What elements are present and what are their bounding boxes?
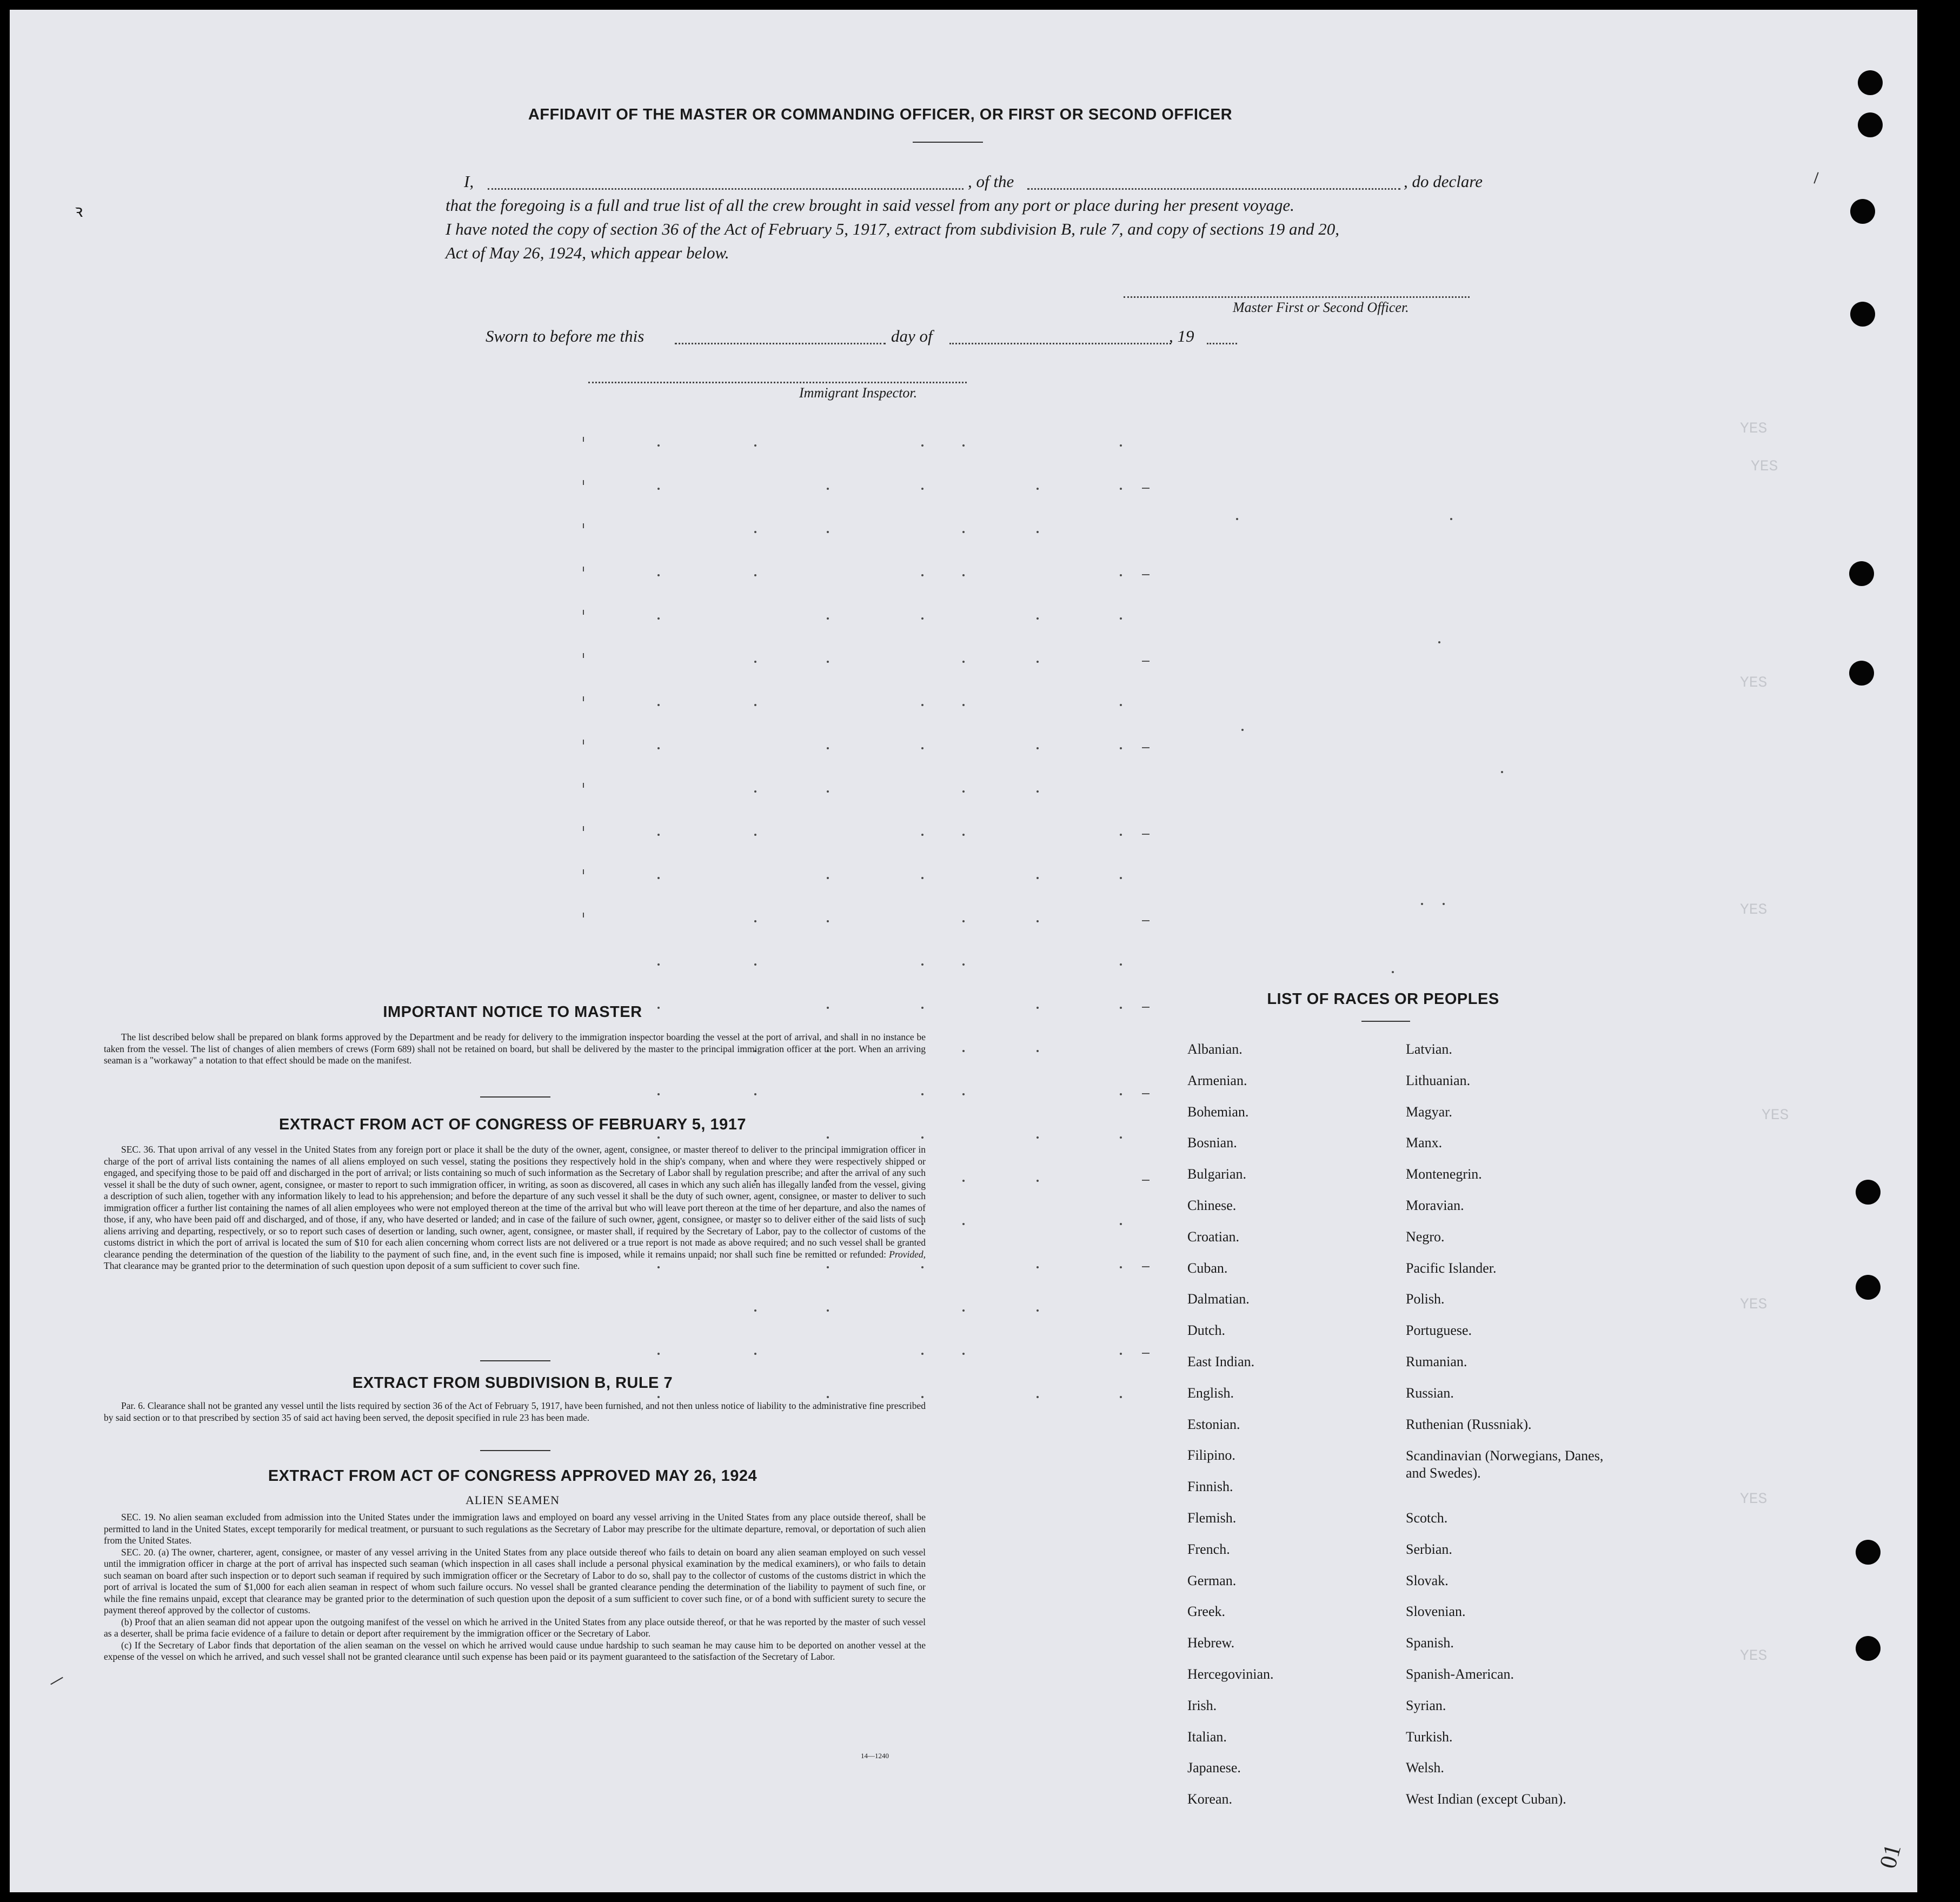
bleed-dot (1037, 488, 1039, 490)
race-item: Slovak. (1406, 1572, 1449, 1588)
races-divider (1361, 1021, 1410, 1022)
sworn-month-line[interactable] (949, 343, 1171, 344)
race-item: Chinese. (1187, 1198, 1237, 1213)
bleed-dot (827, 488, 829, 490)
bleed-tick (583, 523, 584, 528)
affidavit-of-the: , of the (968, 172, 1014, 191)
race-item: Polish. (1406, 1291, 1445, 1307)
sworn-text: Sworn to before me this (486, 327, 645, 345)
race-item: Scandinavian (Norwegians, Danes, and Swedes). (1406, 1448, 1604, 1481)
bleed-tick (583, 696, 584, 701)
year-text: , 19 (1169, 327, 1194, 345)
bleed-dot (827, 920, 829, 922)
bleed-dot (1120, 1353, 1122, 1355)
bleed-dot (754, 661, 756, 663)
race-item: Bosnian. (1187, 1135, 1237, 1151)
bleed-dash (1142, 574, 1150, 575)
bleed-tick (583, 783, 584, 788)
bleed-dash (1142, 1180, 1150, 1181)
bleed-dot (1037, 920, 1039, 922)
bleed-dot (962, 1353, 965, 1355)
rule7-divider (480, 1450, 550, 1451)
race-item: Spanish. (1406, 1635, 1454, 1651)
race-item: Pacific Islander. (1406, 1260, 1497, 1276)
extract-1924-title: EXTRACT FROM ACT OF CONGRESS APPROVED MAY 26, 1924 (268, 1467, 758, 1485)
bleed-dot (754, 790, 756, 793)
bleed-dot (827, 790, 829, 793)
race-item: Italian. (1187, 1728, 1227, 1745)
margin-stroke (1813, 172, 1818, 183)
bleed-dot (657, 963, 660, 966)
document-page: YES YES YES YES YES YES YES YES AFFIDAVIT OF THE MASTER OR COMMANDING OFFICER, OR FIRST OR SECOND OFFICER I, , of the , do declare that the foregoing is a full and true list of all the crew brought in said vessel from any port or place during her present voyage. I have noted the copy of section 36 of the Act of February 5, 1917, extract from subdivision B, rule 7, and copy of sections 19 and 20, Act of May 26, 1924, which appear below. Master First or Second Officer. Sworn to before me this day of , 19 Immigrant Inspector. IMPORTANT NOTICE TO MASTER The list described below shall be prepared on blank forms approved by the Department and be ready for delivery to the immigration inspector boarding the vessel at the port of arrival, and shall in no instance be taken from the vessel. The list of changes of alien members of crews (Form 689) shall not be retained on board, but shall be delivered by the master to the principal immigration officer at the port. When an arriving seaman is a "workaway" a notation to that effect should be made on the manifest. EXTRACT FROM ACT OF CONGRESS OF FEBRUARY 5, 1917 SEC. 36. That upon arrival of any vessel in the United States from any foreign port or place it shall be the duty of the owner, agent, consignee, or master thereof to deliver to the principal immigration officer in charge of the port of arrival lists containing the names of all aliens employed on such vessel, stating the positions they respectively hold in the ship's company, when and where they were respectively shipped or engaged, and specifying those to be paid off and discharged in the port of arrival; or lists containing so much of such information as the Secretary of Labor shall by regulation prescribe; and after the arrival of any such vessel it shall be the duty of such owner, agent, consignee, or master to report to such immigration officer, in writing, as soon as discovered, all cases in which any such alien has illegally landed from the vessel, giving a description of such alien, together with any information likely to lead to his apprehension; and before the departure of any such vessel it shall be the duty of such owner, agent, consignee, or master to deliver to such immigration officer a further list containing the names of all alien employees who were not employed thereon at the time of the arrival but who will leave port thereon at the time of her departure, and also the names of those, if any, who have been paid off and discharged, and of those, if any, who have deserted or landed; and in case of the failure of such owner, agent, consignee, or master so to deliver either of the said lists of such aliens arriving and departing, respectively, or so to report such cases of desertion or landing, such owner, agent, consignee, or master shall, if required by the Secretary of Labor, pay to the collector of customs of the customs district in which the port of arrival is located the sum of $10 for each alien concerning whom correct lists are not delivered or a true report is not made as above required; and no such vessel shall be granted clearance pending the determination of the question of the liability to the payment of such fine, and, in the event such fine is imposed, while it remains unpaid; nor shall such fine be remitted or refunded: Provided, That clearance may be granted prior to the determination of such question upon deposit of a sum sufficient to cover such fine. EXTRACT FROM SUBDIVISION B, RULE 7 Par. 6. Clearance shall not be granted any vessel until the lists required by section 36 of the Act of February 5, 1917, have been furnished, and not then unless notice of liability to the administrative fine prescribed by said section or to that prescribed by section 35 of said act having been served, the deposit specified in rule 23 has been made. EXTRACT FROM ACT OF CONGRESS APPROVED MAY 26, 1924 ALIEN SEAMEN SEC. 19. No alien seaman excluded from admission into the United States under the immigration laws and employed on board any vessel arriving in the United States from any place outside thereof, shall be permitted to land in the United States, except temporarily for medical treatment, or pursuant to such regulations as the Secretary of Labor may prescribe for the ultimate departure, removal, or deportation of such alien from the United States. SEC. 20. (a) The owner, charterer, agent, consignee, or master of any vessel arriving in the United States from any place outside thereof who fails to detain on board any alien seaman employed on such vessel until the immigration officer in charge at the port of arrival has inspected such seaman (which inspection in all cases shall include a personal physical examination by the medical examiners), or who fails to detain such seaman on board after such inspection or to deport such seaman if required by such immigration officer or the Secretary of Labor to do so, shall pay to the collector of customs of the customs district in which the port of arrival is located the sum of $1,000 for each alien seaman in respect of whom such failure occurs. No vessel shall be granted clearance pending the determination of the liability to payment of such fine, or while the fine remains unpaid, except that clearance may be granted prior to the determination of such question upon the deposit of a sum sufficient to cover such fine, or of a bond with sufficient surety to secure the payment thereof approved by the collector of customs. (b) Proof that an alien seaman did not appear upon the outgoing manifest of the vessel on which he arrived in the United States from any place outside thereof, or that he was reported by the master of such vessel as a deserter, shall be prima facie evidence of a failure to detain or deport after requirement by the immigration officer or the Secretary of Labor. (c) If the Secretary of Labor finds that deportation of the alien seaman on the vessel on which he arrived would cause undue hardship to such seaman he may cause him to be deported on another vessel at the expense of the vessel on which he arrived, and such vessel shall not be granted clearance until such expense has been paid or its payment guaranteed to the satisfaction of the Secretary of Labor. 14—1240 LIST OF RACES OR PEOPLES Albanian. Armenian. Bohemian. Bosnian. Bulgarian. Chinese. Croatian. Cuban. Dalmatian. Dutch. East Indian. English. Estonian. Filipino. Finnish. Flemish. French. German. Greek. Hebrew. Hercegovinian. Irish. Italian. Japanese. Korean. Latvian. Lithuanian. Magyar. Manx. Montenegrin. Moravian. Negro. Pacific Islander. Polish. Portuguese. Rumanian. Russian. Ruthenian (Russniak). Scandinavian (Norwegians, Danes, and Swedes). Scotch. Serbian. Slovak. Slovenian. Spanish. Spanish-American. Syrian. Turkish. Welsh. West Indian (except Cuban). ꝛ 01 (10, 10, 1917, 1892)
bleed-dot (962, 704, 965, 706)
race-item: Armenian. (1187, 1072, 1247, 1088)
bleed-dot (962, 834, 965, 836)
bleed-dot (827, 617, 829, 620)
rule7-title: EXTRACT FROM SUBDIVISION B, RULE 7 (352, 1374, 673, 1392)
bleed-dot (657, 1353, 660, 1355)
bleed-dot (921, 747, 923, 749)
bleed-dot (827, 531, 829, 533)
notice-paragraph: The list described below shall be prepared on blank forms approved by the Department and be ready for delivery to the immigration inspector boarding the vessel at the port of arrival, and shall in no instance be taken from the vessel. The list of changes of alien members of crews (Form 689) shall not be retained on board, but shall be delivered by the master to the principal immigration officer at the port. When an arriving seaman is a "workaway" a notation to that effect should be made on the manifest. (104, 1032, 926, 1066)
bleed-dot (962, 444, 965, 447)
day-of-text: day of (891, 327, 933, 345)
bleed-dot (1120, 488, 1122, 490)
race-item: Dutch. (1187, 1322, 1226, 1339)
bleed-dot (1037, 1180, 1039, 1182)
race-item: Albanian. (1187, 1041, 1243, 1057)
bleed-dot (657, 1396, 660, 1398)
bleed-dot (827, 1396, 829, 1398)
bleed-dash (1142, 834, 1150, 835)
race-item: Hebrew. (1187, 1635, 1235, 1651)
notice-title: IMPORTANT NOTICE TO MASTER (383, 1003, 642, 1021)
race-item: Lithuanian. (1406, 1072, 1471, 1088)
race-item: Manx. (1406, 1135, 1443, 1151)
bleed-dot (962, 790, 965, 793)
bleed-dot (1120, 834, 1122, 836)
bleed-dot (754, 704, 756, 706)
bleed-dot (1120, 1007, 1122, 1009)
bleed-dot (754, 531, 756, 533)
race-item: Montenegrin. (1406, 1166, 1482, 1182)
bleed-dot (921, 1136, 923, 1139)
bleed-dot (657, 747, 660, 749)
bleed-dot (962, 661, 965, 663)
bleed-dot (754, 834, 756, 836)
bleed-tick (583, 567, 584, 571)
race-item: Slovenian. (1406, 1604, 1466, 1620)
bleed-dot (657, 1093, 660, 1095)
race-item: Serbian. (1406, 1541, 1452, 1557)
bleed-dot (1037, 661, 1039, 663)
bleed-tick (583, 913, 584, 917)
bleed-dash (1142, 661, 1150, 662)
bleed-dot (1438, 641, 1440, 643)
bleed-dot (754, 1353, 756, 1355)
race-item: Filipino. (1187, 1447, 1235, 1464)
bleed-dot (921, 617, 923, 620)
race-item: Moravian. (1406, 1198, 1464, 1213)
bleed-dot (962, 531, 965, 533)
bleed-tick (583, 437, 584, 442)
bleed-dash (1142, 1266, 1150, 1267)
bleed-dot (1421, 903, 1423, 905)
extract-1924-body (104, 1512, 926, 1663)
bleed-dot (827, 661, 829, 663)
bleed-dot (921, 444, 923, 447)
margin-mark: ꝛ (75, 201, 83, 221)
bleed-dot (1037, 1050, 1039, 1052)
bleed-dot (1120, 1396, 1122, 1398)
sec20c-paragraph: (c) If the Secretary of Labor finds that deportation of the alien seaman on the vessel on which he arrived would cause undue hardship to such seaman he may cause him to be deported on another vessel at the expense of the vessel on which he arrived, and such vessel shall not be granted clearance until such expense has been paid or its payment guaranteed to the satisfaction of the Secretary of Labor. (104, 1639, 926, 1662)
bleed-dot (1037, 1309, 1039, 1312)
bleed-dot (754, 1093, 756, 1095)
bleed-dot (827, 1136, 829, 1139)
bleed-dot (827, 1309, 829, 1312)
affidavit-i: I, (464, 172, 474, 191)
bleed-dot (657, 617, 660, 620)
bleed-dot (1120, 704, 1122, 706)
bleed-dot (1037, 1396, 1039, 1398)
bleed-dot (1120, 617, 1122, 620)
handwritten-number: 01 (1874, 1841, 1906, 1872)
affidavit-line-2: that the foregoing is a full and true list of all the crew brought in said vessel from any port or place during her present voyage. (446, 196, 1294, 215)
bleed-dot (921, 704, 923, 706)
sec20a-paragraph: SEC. 20. (a) The owner, charterer, agent, consignee, or master of any vessel arriving in the United States from any place outside thereof who fails to detain on board any alien seaman employed on such vessel until the immigration officer in charge at the port of arrival has inspected such seaman (which inspection in all cases shall include a personal physical examination by the medical examiners), or who fails to detain such seaman on board after such inspection or to deport such seaman if required by such immigration officer or the Secretary of Labor to do so, shall pay to the collector of customs of the customs district in which the port of arrival is located the sum of $1,000 for each alien seaman in respect of whom such failure occurs. No vessel shall be granted clearance pending the determination of the liability to payment of such fine, or while the fine remains unpaid, except that clearance may be granted prior to the determination of such question upon the deposit of a sum sufficient to cover such fine, or of a bond with sufficient surety to secure the payment thereof approved by the collector of customs. (104, 1546, 926, 1615)
bleed-dot (1392, 971, 1394, 973)
bleed-dot (921, 877, 923, 879)
bleed-dot (1037, 1266, 1039, 1268)
bleed-dot (1120, 877, 1122, 879)
bleed-dash (1142, 1007, 1150, 1008)
title-divider (913, 142, 983, 143)
race-item: Ruthenian (Russniak). (1406, 1416, 1532, 1432)
bleed-dot (1120, 1266, 1122, 1268)
bleed-tick (583, 740, 584, 744)
race-item: Russian. (1406, 1385, 1454, 1401)
bleed-dot (827, 747, 829, 749)
bleed-dot (962, 963, 965, 966)
bleed-dot (754, 920, 756, 922)
bleed-dot (1037, 1136, 1039, 1139)
race-item: Syrian. (1406, 1697, 1446, 1713)
affidavit-line-3: I have noted the copy of section 36 of the Act of February 5, 1917, extract from subdivision B, rule 7, and copy of sections 19 and 20, (446, 220, 1340, 238)
race-item: Welsh. (1406, 1760, 1444, 1776)
bleed-dot (1120, 747, 1122, 749)
race-item: Turkish. (1406, 1728, 1453, 1745)
bleed-dot (1037, 877, 1039, 879)
extract-1917-divider (480, 1360, 550, 1361)
affidavit-title: AFFIDAVIT OF THE MASTER OR COMMANDING OFFICER, OR FIRST OR SECOND OFFICER (528, 106, 1233, 123)
sec36-text: SEC. 36. That upon arrival of any vessel in the United States from any foreign port or place it shall be the duty of the owner, agent, consignee, or master thereof to deliver to the principal immigration officer in charge of the port of arrival lists containing the names of all aliens employed on such vessel, stating the positions they respectively hold in the ship's company, when and where they were respectively shipped or engaged, and specifying those to be paid off and discharged in the port of arrival; or lists containing so much of such information as the Secretary of Labor shall by regulation prescribe; and after the arrival of any such vessel it shall be the duty of such owner, agent, consignee, or master to report to such immigration officer, in writing, as soon as discovered, all cases in which any such alien has illegally landed from the vessel, giving a description of such alien, together with any information likely to lead to his apprehension; and before the departure of any such vessel it shall be the duty of such owner, agent, consignee, or master to deliver to such immigration officer a further list containing the names of all alien employees who were not employed thereon at the time of the arrival but who will leave port thereon at the time of her departure, and also the names of those, if any, who have been paid off and discharged, and of those, if any, who have deserted or landed; and in case of the failure of such owner, agent, consignee, or master so to deliver either of the said lists of such aliens arriving and departing, respectively, or so to report such cases of desertion or landing, such owner, agent, consignee, or master shall, if required by the Secretary of Labor, pay to the collector of customs of the customs district in which the port of arrival is located the sum of $10 for each alien concerning whom correct lists are not delivered or a true report is not made as above required; and no such vessel shall be granted clearance pending the determination of the question of the liability to the payment of such fine, and, in the event such fine is imposed, while it remains unpaid; nor shall such fine be remitted or refunded: (104, 1144, 926, 1260)
bleed-dot (1120, 1093, 1122, 1095)
proviso-text: That clearance may be granted prior to the determination of such question upon deposit of a sum sufficient to cover such fine. (104, 1260, 580, 1271)
bleed-dot (754, 1309, 756, 1312)
race-item: Spanish-American. (1406, 1666, 1514, 1682)
bleed-dot (1241, 729, 1244, 731)
race-item: Flemish. (1187, 1510, 1237, 1526)
sec19-paragraph: SEC. 19. No alien seaman excluded from admission into the United States under the immigration laws and employed on board any vessel arriving in the United States from any place outside thereof, shall be permitted to land in the United States, except temporarily for medical treatment, or pursuant to such regulations as the Secretary of Labor may prescribe for the ultimate departure, removal, or deportation of such alien from the United States. (104, 1512, 926, 1546)
bleed-dot (1120, 1223, 1122, 1225)
notice-body (104, 1032, 926, 1067)
bleed-tick (583, 869, 584, 874)
bleed-dot (657, 877, 660, 879)
bleed-dot (962, 1223, 965, 1225)
bleed-dot (1037, 617, 1039, 620)
notice-divider (480, 1096, 550, 1098)
bleed-dot (1037, 790, 1039, 793)
bleed-dash (1142, 1353, 1150, 1354)
bleed-dot (962, 1093, 965, 1095)
sworn-day-line[interactable] (675, 343, 886, 344)
race-item: Irish. (1187, 1697, 1217, 1713)
sworn-year-line[interactable] (1207, 343, 1237, 344)
margin-stroke (50, 1677, 63, 1685)
race-item: Scotch. (1406, 1510, 1448, 1526)
bleed-dot (657, 444, 660, 447)
bleed-dot (657, 574, 660, 576)
bleed-tick (583, 610, 584, 615)
bleed-tick (583, 826, 584, 831)
bleed-tick (583, 480, 584, 485)
bleed-dot (1450, 518, 1452, 520)
inspector-signature-line[interactable] (588, 382, 967, 383)
bleed-dot (962, 920, 965, 922)
race-item: Cuban. (1187, 1260, 1228, 1276)
bleed-dot (921, 574, 923, 576)
bleed-dot (921, 834, 923, 836)
race-item: West Indian (except Cuban). (1406, 1791, 1566, 1807)
sec20b-paragraph: (b) Proof that an alien seaman did not appear upon the outgoing manifest of the vessel on which he arrived in the United States from any place outside thereof, or that he was reported by the master of such vessel as a deserter, shall be prima facie evidence of a failure to detain or deport after requirement by the immigration officer or the Secretary of Labor. (104, 1616, 926, 1639)
bleed-dot (962, 574, 965, 576)
race-item: Japanese. (1187, 1760, 1241, 1776)
extract-1917-title: EXTRACT FROM ACT OF CONGRESS OF FEBRUARY 5, 1917 (278, 1116, 747, 1133)
bleed-dot (962, 1309, 965, 1312)
race-item: Greek. (1187, 1604, 1226, 1620)
rule7-paragraph: Par. 6. Clearance shall not be granted any vessel until the lists required by section 36 of the Act of February 5, 1917, have been furnished, and not then unless notice of liability to the administrative fine prescribed by said section or to that prescribed by section 35 of said act having been served, the deposit specified in rule 23 has been made. (104, 1400, 926, 1423)
race-item: Dalmatian. (1187, 1291, 1250, 1307)
bleed-dot (921, 963, 923, 966)
affidavit-line-4: Act of May 26, 1924, which appear below. (446, 243, 729, 262)
bleed-dot (657, 834, 660, 836)
races-title: LIST OF RACES OR PEOPLES (1267, 990, 1499, 1008)
bleed-dot (1120, 444, 1122, 447)
race-item: Finnish. (1187, 1479, 1233, 1495)
race-item: Estonian. (1187, 1416, 1240, 1432)
bleed-dot (1120, 963, 1122, 966)
bleed-dash (1142, 920, 1150, 921)
race-item: Negro. (1406, 1228, 1445, 1245)
bleed-tick (583, 653, 584, 658)
bleed-dot (657, 488, 660, 490)
bleed-dash (1142, 747, 1150, 748)
affidavit-do-declare: , do declare (1404, 172, 1483, 191)
race-item: French. (1187, 1541, 1230, 1557)
bleed-dot (827, 877, 829, 879)
bleed-dot (921, 1353, 923, 1355)
bleed-dot (657, 1136, 660, 1139)
inspector-label: Immigrant Inspector. (799, 385, 918, 401)
master-signature-line[interactable] (1124, 296, 1470, 298)
bleed-dot (754, 963, 756, 966)
bleed-dot (1120, 1136, 1122, 1139)
bleed-dot (754, 574, 756, 576)
bleed-dot (962, 1180, 965, 1182)
race-item: Rumanian. (1406, 1354, 1467, 1369)
bleed-dot (1120, 574, 1122, 576)
bleed-dot (754, 444, 756, 447)
bleed-dot (1037, 747, 1039, 749)
master-signature-label: Master First or Second Officer. (1233, 300, 1409, 315)
bleed-dash (1142, 1093, 1150, 1094)
bleed-dot (921, 1093, 923, 1095)
bleed-dot (921, 488, 923, 490)
race-item: Bulgarian. (1187, 1166, 1247, 1182)
race-item: Croatian. (1187, 1228, 1240, 1245)
race-item: East Indian. (1187, 1354, 1255, 1369)
alien-seamen-subtitle: ALIEN SEAMEN (466, 1493, 560, 1507)
declarant-name-line[interactable] (488, 188, 964, 190)
bleed-dot (962, 1050, 965, 1052)
form-number: 14—1240 (861, 1752, 889, 1760)
race-item: English. (1187, 1385, 1234, 1401)
race-item: Magyar. (1406, 1103, 1452, 1120)
extract-1917-body (104, 1144, 926, 1272)
race-item: Korean. (1187, 1791, 1233, 1807)
race-item: German. (1187, 1572, 1237, 1588)
bleed-dot (657, 704, 660, 706)
vessel-name-line[interactable] (1027, 188, 1400, 190)
race-item: Hercegovinian. (1187, 1666, 1274, 1682)
bleed-dot (1443, 903, 1445, 905)
rule7-body (104, 1400, 926, 1424)
race-item: Bohemian. (1187, 1103, 1249, 1120)
bleed-dash (1142, 488, 1150, 489)
bleed-dot (1501, 771, 1503, 773)
race-item: Portuguese. (1406, 1322, 1472, 1339)
race-item: Latvian. (1406, 1041, 1452, 1057)
proviso-label: Provided, (889, 1248, 926, 1260)
bleed-dot (1236, 518, 1238, 520)
bleed-dot (1037, 531, 1039, 533)
bleed-dot (1037, 1007, 1039, 1009)
bleed-dot (921, 1396, 923, 1398)
